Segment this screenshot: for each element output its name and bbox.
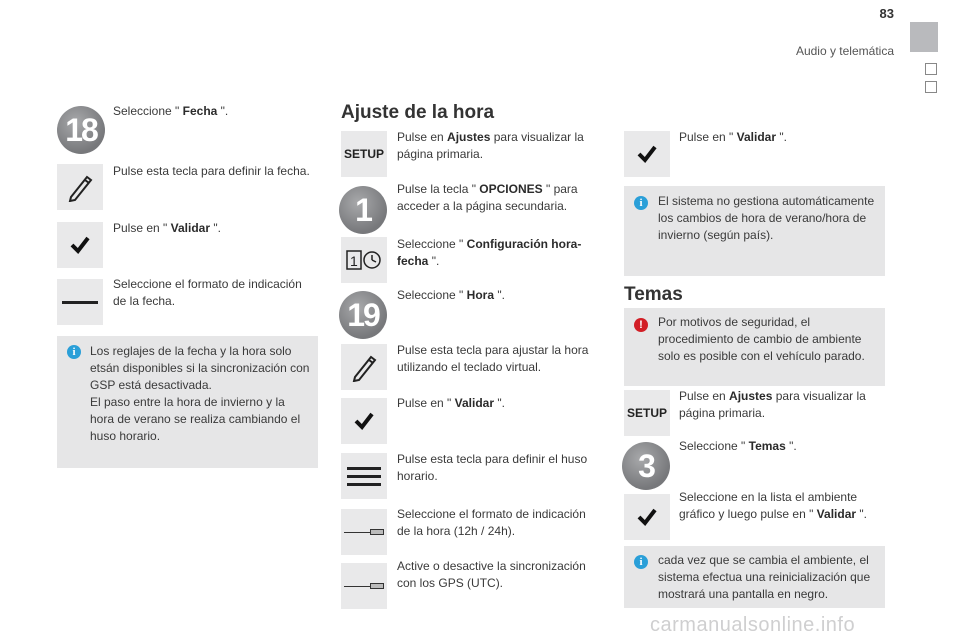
text-bold: Fecha — [179, 104, 221, 118]
warning-text: Por motivos de seguridad, el procedimiento de cambio de ambiente solo es posible con el vehículo parado. — [658, 315, 865, 363]
check-icon — [636, 143, 658, 165]
text-post: " para acceder a la página secundaria. — [397, 182, 578, 213]
text-pre: Seleccione " — [113, 104, 180, 118]
timezone-tile — [341, 453, 387, 499]
text-post: para visualizar la página primaria. — [397, 130, 584, 161]
pencil-icon — [349, 352, 379, 382]
left-item-2: Pulse esta tecla para definir la fecha. — [113, 164, 310, 178]
setup-tile — [341, 131, 387, 177]
warning-icon: ! — [634, 318, 648, 332]
left-info-text: Los reglajes de la fecha y la hora solo etsán disponibles si la sincronización con GSP está desactivada. El paso entre la hora de invierno y la hora de verano se realiza cambiando el huso horario. — [90, 344, 310, 443]
chapter-square-1 — [925, 63, 937, 75]
mid-item-5: Pulse esta tecla para ajustar la hora utilizando el teclado virtual. — [397, 343, 589, 374]
pencil-tile-mid — [341, 344, 387, 390]
left-item-3 — [113, 220, 313, 237]
info-icon: i — [634, 555, 648, 569]
text-post: ". — [220, 104, 229, 118]
right-validar — [679, 129, 879, 146]
step-badge-1: 1 — [339, 186, 387, 234]
text-pre: Seleccione " — [397, 288, 464, 302]
text-post: ". — [859, 507, 867, 521]
check-icon — [636, 506, 658, 528]
check-tile-right — [624, 131, 670, 177]
pencil-icon — [65, 172, 95, 202]
text-bold: OPCIONES — [475, 182, 546, 196]
check-icon — [69, 234, 91, 256]
check-tile — [57, 222, 103, 268]
setup-tile-right — [624, 390, 670, 436]
text-post: ". — [497, 396, 505, 410]
title-ajuste-hora: Ajuste de la hora — [341, 102, 495, 123]
clock-number: 1 — [350, 253, 358, 269]
setup-icon: SETUP — [343, 147, 384, 161]
right-item-1 — [679, 388, 879, 422]
right-info-text: El sistema no gestiona automáticamente los cambios de hora de verano/hora de invierno (según país). — [658, 194, 875, 242]
clock-settings-icon — [346, 249, 382, 271]
text-pre: Seleccione en la lista el ambiente gráfico y luego pulse en " — [679, 490, 858, 521]
mid-item-1 — [397, 129, 597, 163]
text-bold: Configuración hora-fecha — [397, 237, 582, 268]
pencil-tile — [57, 164, 103, 210]
title-temas: Temas — [624, 284, 683, 305]
text-bold: Validar — [813, 507, 860, 521]
text-pre: Seleccione " — [397, 237, 464, 251]
check-tile-right-2 — [624, 494, 670, 540]
step-badge-19: 19 — [339, 291, 387, 339]
mid-item-9: Active o desactive la sincronización con los GPS (UTC). — [397, 559, 586, 590]
text-bold: Validar — [167, 221, 214, 235]
gps-tile — [341, 563, 387, 609]
text-post: ". — [497, 288, 505, 302]
text-bold: Ajustes — [729, 389, 773, 403]
page-number: 83 — [879, 6, 894, 21]
text-pre: Pulse en — [397, 130, 448, 144]
toggle-slider-icon — [344, 582, 384, 590]
text-pre: Seleccione " — [679, 439, 746, 453]
chapter-square-2 — [925, 81, 937, 93]
text-post: ". — [431, 254, 440, 268]
watermark: carmanualsonline.info — [650, 614, 856, 636]
text-pre: Pulse la tecla " — [397, 182, 476, 196]
chapter-tab — [910, 22, 938, 52]
menu-icon — [347, 467, 381, 486]
left-item-1 — [113, 103, 313, 120]
right-item-2 — [679, 438, 879, 455]
format-bar-icon — [62, 301, 98, 304]
mid-item-3 — [397, 236, 597, 270]
format-tile-mid — [341, 509, 387, 555]
format-tile — [57, 279, 103, 325]
text-post: ". — [213, 221, 221, 235]
text-post: ". — [789, 439, 797, 453]
text-bold: Validar — [451, 396, 498, 410]
step-badge-18: 18 — [57, 106, 105, 154]
text-pre: Pulse en " — [113, 221, 168, 235]
text-bold: Ajustes — [447, 130, 491, 144]
mid-item-8: Seleccione el formato de indicación de la hora (12h / 24h). — [397, 507, 586, 538]
clock-tile — [341, 237, 387, 283]
section-title: Audio y telemática — [795, 44, 894, 58]
mid-item-2 — [397, 181, 597, 215]
text-bold: Temas — [745, 439, 790, 453]
step-badge-3: 3 — [622, 442, 670, 490]
right-item-3 — [679, 489, 884, 523]
mid-item-7: Pulse esta tecla para definir el huso horario. — [397, 452, 588, 483]
mid-item-6 — [397, 395, 597, 412]
text-pre: Pulse en " — [679, 130, 734, 144]
text-pre: Pulse en " — [397, 396, 452, 410]
mid-item-4 — [397, 287, 597, 304]
toggle-slider-icon — [344, 528, 384, 536]
check-icon — [353, 410, 375, 432]
setup-icon: SETUP — [626, 406, 667, 420]
text-bold: Hora — [463, 288, 498, 302]
right-info-text-2: cada vez que se cambia el ambiente, el sistema efectua una reinicialización que mostrará una pantalla en negro. — [658, 553, 871, 601]
left-item-4: Seleccione el formato de indicación de la fecha. — [113, 277, 302, 308]
text-post: ". — [779, 130, 787, 144]
text-bold: Validar — [733, 130, 780, 144]
text-post: para visualizar la página primaria. — [679, 389, 866, 420]
info-icon: i — [634, 196, 648, 210]
text-pre: Pulse en — [679, 389, 730, 403]
check-tile-mid — [341, 398, 387, 444]
info-icon: i — [67, 345, 81, 359]
